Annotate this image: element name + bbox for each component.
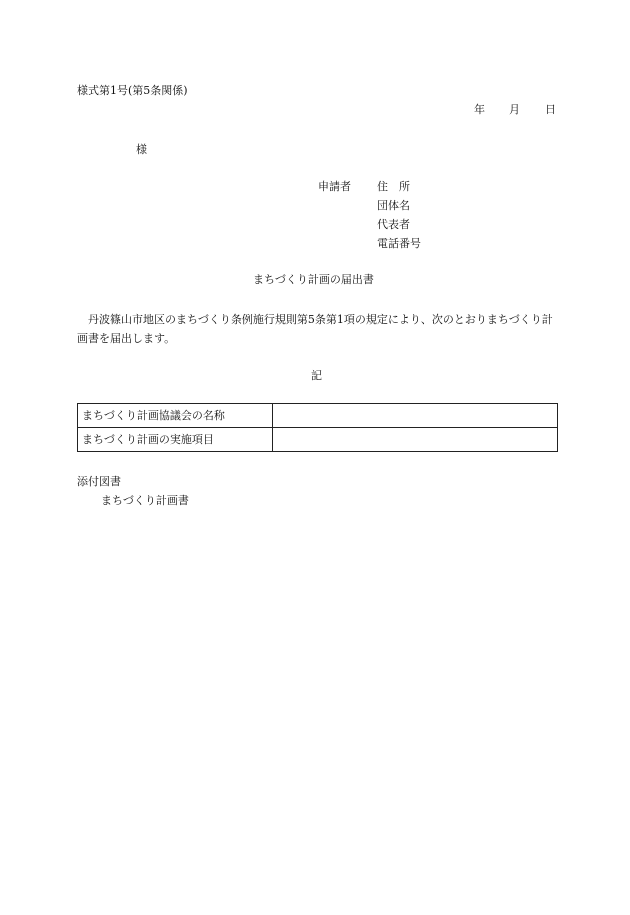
- applicant-field-phone: 電話番号: [377, 237, 421, 250]
- form-number: 様式第1号(第5条関係): [77, 84, 188, 97]
- table-value-cell[interactable]: [273, 428, 558, 452]
- applicant-field-representative: 代表者: [377, 218, 410, 231]
- attachments-heading: 添付図書: [77, 475, 121, 488]
- date-year-label: 年: [474, 103, 485, 116]
- body-paragraph: 丹波篠山市地区のまちづくり条例施行規則第5条第1項の規定により、次のとおりまちづくり計画書を届出します。: [77, 313, 553, 345]
- addressee-suffix: 様: [136, 143, 147, 156]
- applicant-field-organization: 団体名: [377, 199, 410, 212]
- attachment-item: まちづくり計画書: [101, 494, 189, 507]
- applicant-field-address: 住 所: [377, 180, 410, 193]
- table-label-cell: まちづくり計画協議会の名称: [78, 404, 273, 428]
- table-value-cell[interactable]: [273, 404, 558, 428]
- ki-marker: 記: [311, 369, 322, 382]
- date-month-label: 月: [509, 103, 520, 116]
- info-table: [77, 403, 558, 452]
- table-label-cell: まちづくり計画の実施項目: [78, 428, 273, 452]
- table-row: [78, 428, 558, 452]
- table-row: [78, 404, 558, 428]
- applicant-label: 申請者: [318, 180, 351, 193]
- document-title: まちづくり計画の届出書: [253, 273, 374, 286]
- date-day-label: 日: [545, 103, 556, 116]
